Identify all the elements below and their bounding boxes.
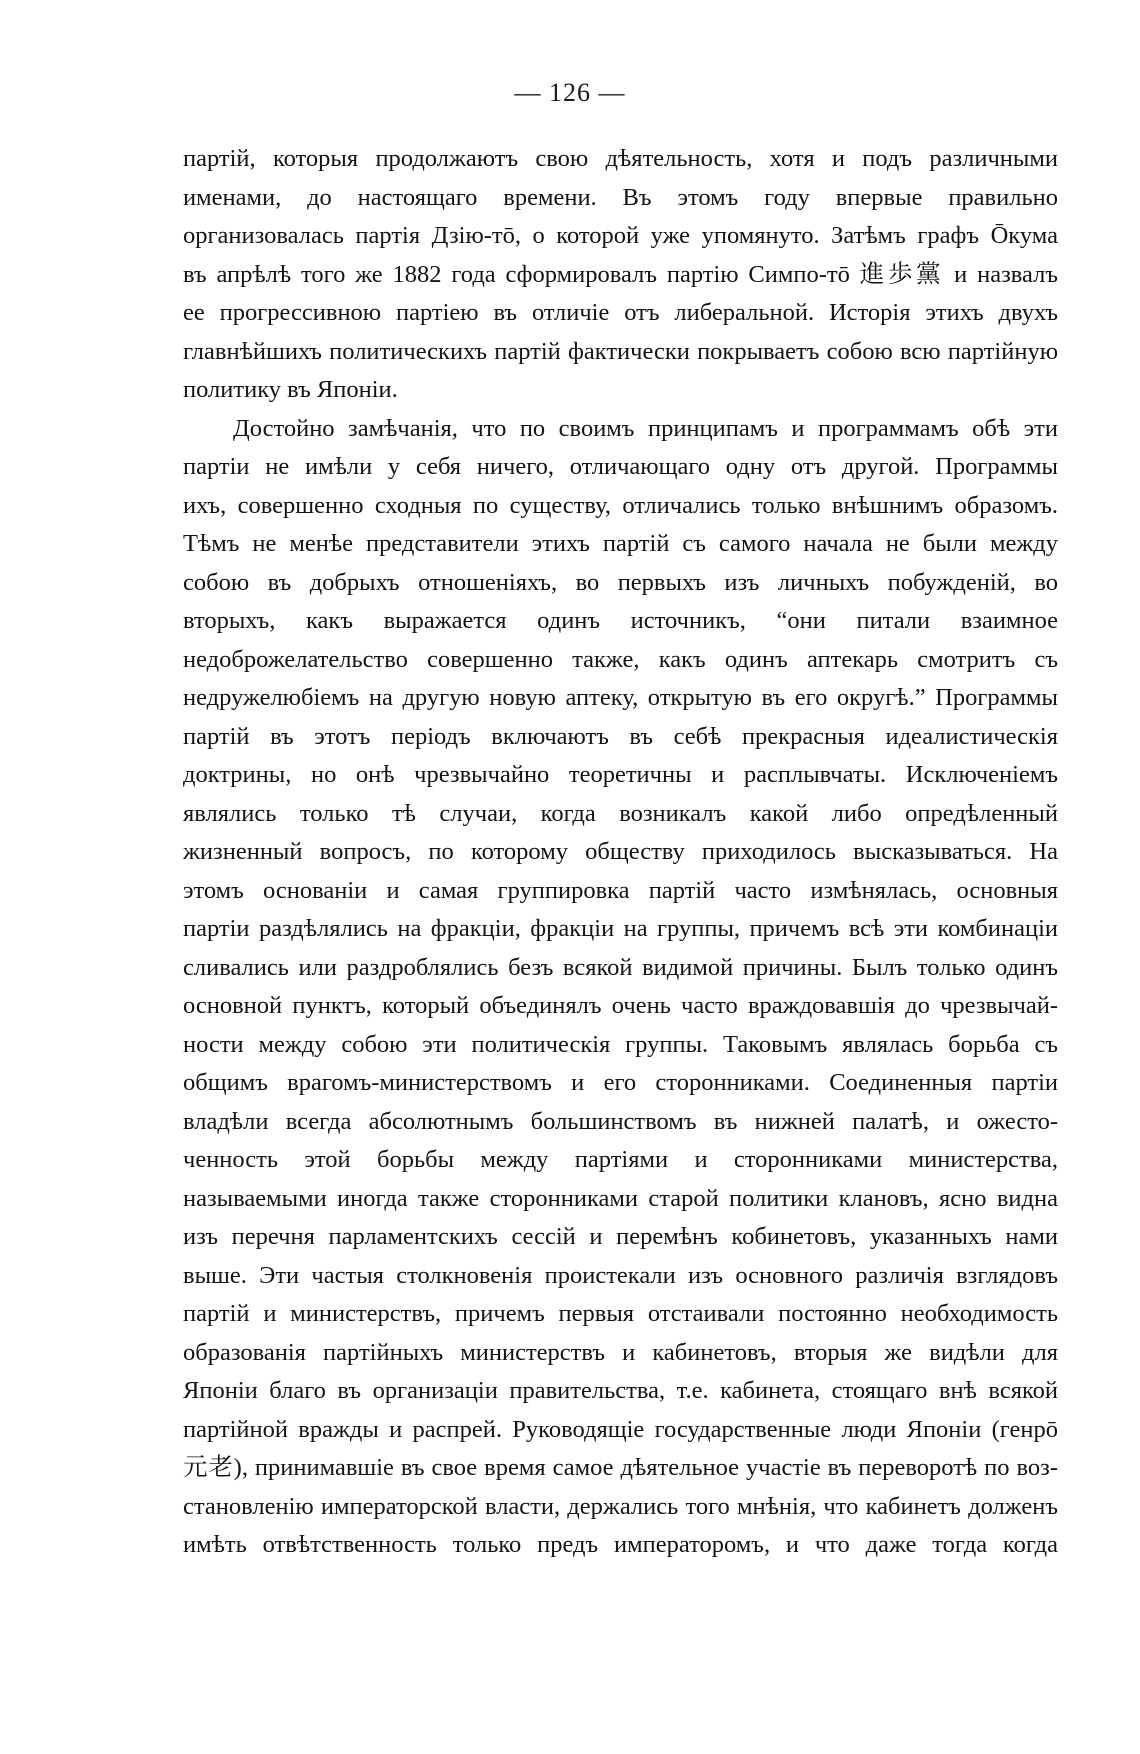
text-line: основной пунктъ, который объединялъ очень часто враждовавшія до чрезвычай-	[183, 992, 1058, 1019]
text-line: изъ перечня парламентскихъ сессій и перемѣнъ кобинетовъ, указанныхъ нами	[183, 1223, 1058, 1250]
paragraph-2	[183, 410, 1058, 1565]
text-line: партій въ этотъ періодъ включаютъ въ себѣ прекрасныя идеалистическія	[183, 722, 1058, 750]
text-line: собою въ добрыхъ отношеніяхъ, во первыхъ изъ личныхъ побужденій, во	[183, 568, 1058, 596]
text-line: Японіи благо въ организаціи правительства, т.е. кабинета, стоящаго внѣ всякой	[183, 1377, 1058, 1404]
text-line: Достойно замѣчанія, что по своимъ принципамъ и программамъ обѣ эти	[233, 414, 1058, 442]
text-line: партіи не имѣли у себя ничего, отличающаго одну отъ другой. Программы	[183, 453, 1058, 480]
text-line: ее прогрессивною партіею въ отличіе отъ либеральной. Исторія этихъ двухъ	[183, 299, 1058, 326]
text-line: въ апрѣлѣ того же 1882 года сформировалъ партію Симпо-тō 進歩黨 и назвалъ	[183, 260, 1058, 288]
text-line: недоброжелательство совершенно также, какъ одинъ аптекарь смотритъ съ	[183, 645, 1058, 673]
text-line: политику въ Японіи.	[183, 376, 398, 403]
text-line: организовалась партія Дзію-тō, о которой уже упомянуто. Затѣмъ графъ Ōкума	[183, 222, 1058, 249]
text-line: недружелюбіемъ на другую новую аптеку, открытую въ его округѣ.” Программы	[183, 684, 1058, 711]
text-line: Тѣмъ не менѣе представители этихъ партій съ самого начала не были между	[183, 530, 1058, 557]
text-line: владѣли всегда абсолютнымъ большинствомъ въ нижней палатѣ, и ожесто-	[183, 1107, 1058, 1135]
text-line: называемыми иногда также сторонниками старой политики клановъ, ясно видна	[183, 1184, 1058, 1212]
text-line: партій и министерствъ, причемъ первыя отстаивали постоянно необходимость	[183, 1300, 1058, 1327]
text-line: именами, до настоящаго времени. Въ этомъ году впервые правильно	[183, 183, 1058, 211]
paragraph-1	[183, 140, 1058, 410]
text-line: ности между собою эти политическія группы. Таковымъ являлась борьба съ	[183, 1030, 1058, 1058]
page-body-text	[183, 140, 1058, 1565]
text-line: жизненный вопросъ, по которому обществу приходилось высказываться. На	[183, 838, 1058, 865]
text-line: партій, которыя продолжаютъ свою дѣятельность, хотя и подъ различными	[183, 145, 1058, 172]
text-line: доктрины, но онѣ чрезвычайно теоретичны и расплывчаты. Исключеніемъ	[183, 761, 1058, 788]
text-line: ихъ, совершенно сходныя по существу, отличались только внѣшнимъ образомъ.	[183, 491, 1058, 519]
text-line: главнѣйшихъ политическихъ партій фактически покрываетъ собою всю партійную	[183, 337, 1058, 365]
text-line: партіи раздѣлялись на фракціи, фракціи на группы, причемъ всѣ эти комбинаціи	[183, 915, 1058, 942]
text-line: ченность этой борьбы между партіями и сторонниками министерства,	[183, 1146, 1058, 1173]
page-number: — 126 —	[514, 78, 626, 107]
text-line: становленію императорской власти, держались того мнѣнія, что кабинетъ долженъ	[183, 1492, 1058, 1520]
text-line: этомъ основаніи и самая группировка партій часто измѣнялась, основныя	[183, 876, 1058, 904]
text-line: сливались или раздроблялись безъ всякой видимой причины. Былъ только одинъ	[183, 953, 1058, 981]
text-line: имѣть отвѣтственность только предъ императоромъ, и что даже тогда когда	[183, 1531, 1058, 1558]
text-line: выше. Эти частыя столкновенія проистекали изъ основного различія взглядовъ	[183, 1261, 1058, 1289]
text-line: вторыхъ, какъ выражается одинъ источникъ, “они питали взаимное	[183, 607, 1058, 634]
text-line: образованія партійныхъ министерствъ и кабинетовъ, вторыя же видѣли для	[183, 1338, 1058, 1366]
text-line: партійной вражды и распрей. Руководящіе государственные люди Японіи (генрō	[183, 1415, 1058, 1443]
text-line: являлись только тѣ случаи, когда возникалъ какой либо опредѣленный	[183, 799, 1058, 827]
text-line: 元老), принимавшіе въ свое время самое дѣятельное участіе въ переворотѣ по воз-	[183, 1454, 1058, 1481]
text-line: общимъ врагомъ-министерствомъ и его сторонниками. Соединенныя партіи	[183, 1069, 1058, 1096]
